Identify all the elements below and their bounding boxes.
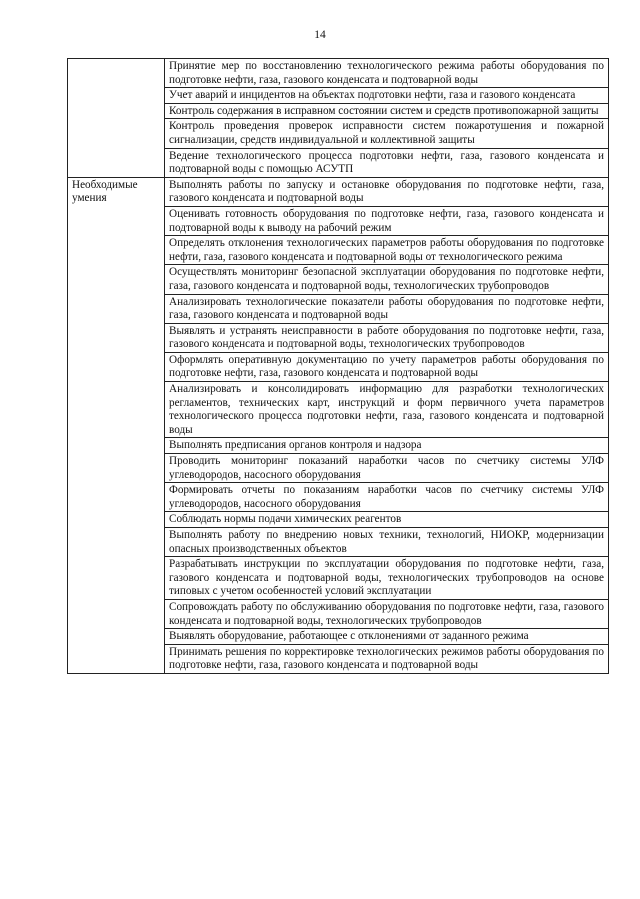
page-number: 14: [314, 29, 326, 41]
table-body: [68, 59, 609, 674]
table-cell: Выполнять предписания органов контроля и надзора: [165, 438, 609, 454]
table-cell: Учет аварий и инцидентов на объектах подготовки нефти, газа и газового конденсата: [165, 88, 609, 104]
table-cell: Анализировать технологические показатели работы оборудования по подготовке нефти, газа, газового конденсата и подтоварной воды: [165, 294, 609, 323]
table-cell: Оформлять оперативную документацию по учету параметров работы оборудования по подготовке нефти, газа, газового конденсата и подтоварной воды: [165, 352, 609, 381]
table-row: [68, 59, 609, 88]
table-cell: Соблюдать нормы подачи химических реагентов: [165, 512, 609, 528]
table-cell: Анализировать и консолидировать информацию для разработки технологических регламентов, технических карт, инструкций и форм первичного учета параметров технологического процесса подготовки нефти, газа, газового конденсата и подтоварной воды: [165, 382, 609, 438]
table-cell: Ведение технологического процесса подготовки нефти, газа, газового конденсата и подтоварной воды с помощью АСУТП: [165, 148, 609, 177]
table-cell: Осуществлять мониторинг безопасной эксплуатации оборудования по подготовке нефти, газа, газового конденсата и подтоварной воды, технологических трубопроводов: [165, 265, 609, 294]
table-cell: Определять отклонения технологических параметров работы оборудования по подготовке нефти, газа, газового конденсата и подтоварной воды от технологического режима: [165, 236, 609, 265]
section-label: Необходимые умения: [68, 177, 165, 673]
table-cell: Разрабатывать инструкции по эксплуатации оборудования по подготовке нефти, газа, газового конденсата и подтоварной воды, технологических трубопроводов на основе типовых с учетом особенностей условий эксплуатации: [165, 557, 609, 600]
table-cell: Сопровождать работу по обслуживанию оборудования по подготовке нефти, газа, газового конденсата и подтоварной воды, технологических трубопроводов: [165, 599, 609, 628]
section-label-empty: [68, 59, 165, 178]
table-cell: Выявлять и устранять неисправности в работе оборудования по подготовке нефти, газа, газового конденсата и подтоварной воды, технологических трубопроводов: [165, 323, 609, 352]
table-cell: Контроль проведения проверок исправности систем пожаротушения и пожарной сигнализации, средств индивидуальной и коллективной защиты: [165, 119, 609, 148]
table-cell: Выполнять работу по внедрению новых техники, технологий, НИОКР, модернизации опасных производственных объектов: [165, 528, 609, 557]
table-cell: Выполнять работы по запуску и остановке оборудования по подготовке нефти, газа, газового конденсата и подтоварной воды: [165, 177, 609, 206]
requirements-table: [67, 58, 609, 674]
table-cell: Формировать отчеты по показаниям наработки часов по счетчику системы УЛФ углеводородов, насосного оборудования: [165, 483, 609, 512]
table-row: [68, 177, 609, 206]
table-cell: Принятие мер по восстановлению технологического режима работы оборудования по подготовке нефти, газа, газового конденсата и подтоварной воды: [165, 59, 609, 88]
table-cell: Контроль содержания в исправном состоянии систем и средств противопожарной защиты: [165, 103, 609, 119]
table-cell: Проводить мониторинг показаний наработки часов по счетчику системы УЛФ углеводородов, насосного оборудования: [165, 454, 609, 483]
table-cell: Выявлять оборудование, работающее с отклонениями от заданного режима: [165, 629, 609, 645]
table-cell: Оценивать готовность оборудования по подготовке нефти, газа, газового конденсата и подтоварной воды к выводу на рабочий режим: [165, 206, 609, 235]
table-cell: Принимать решения по корректировке технологических режимов работы оборудования по подготовке нефти, газа, газового конденсата и подтоварной воды: [165, 644, 609, 673]
